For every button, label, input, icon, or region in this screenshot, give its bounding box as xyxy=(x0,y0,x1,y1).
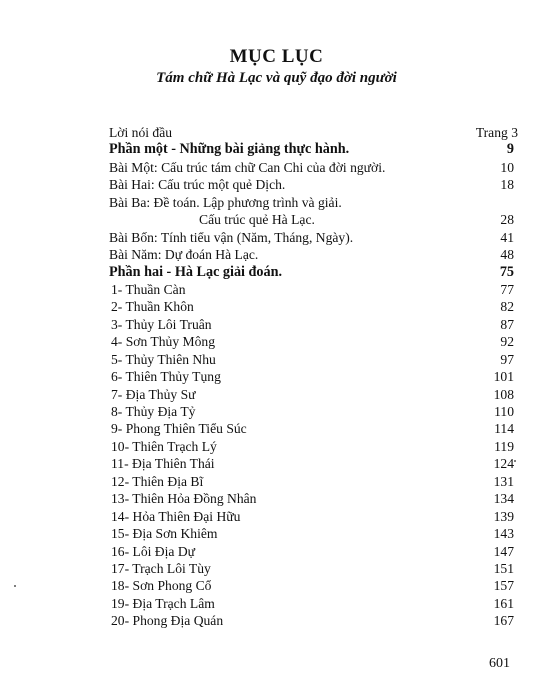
toc-entry-page: 114 xyxy=(494,421,514,437)
toc-entry-title: 18- Sơn Phong Cổ xyxy=(111,578,212,594)
toc-entry-page: 77 xyxy=(500,281,514,297)
toc-entry-page: 147 xyxy=(493,543,514,559)
toc-entry-title: 20- Phong Địa Quán xyxy=(111,613,224,629)
toc-entry-page: 134 xyxy=(493,491,514,507)
toc-entry-page: 124 xyxy=(493,456,514,472)
toc-entry xyxy=(109,386,514,403)
toc-entry-page: 139 xyxy=(493,508,514,524)
toc-entry-title: 13- Thiên Hỏa Đồng Nhân xyxy=(111,491,257,507)
toc-entry-title: 19- Địa Trạch Lâm xyxy=(111,595,215,611)
toc-entry xyxy=(109,612,514,629)
toc-entry xyxy=(109,525,514,542)
toc-entry-title: 2- Thuần Khôn xyxy=(111,299,194,315)
toc-entry xyxy=(109,420,514,437)
toc-entry-title: 9- Phong Thiên Tiểu Súc xyxy=(111,421,247,437)
toc-entry-page: 75 xyxy=(499,263,514,280)
toc-entry-title: Bài Năm: Dự đoán Hà Lạc. xyxy=(109,247,259,263)
toc-entry xyxy=(109,316,514,333)
toc-entry-page: 131 xyxy=(493,473,514,489)
toc-entry-title: 16- Lôi Địa Dự xyxy=(111,543,196,559)
toc-entry-page: 119 xyxy=(494,438,514,454)
toc-entry-title: 10- Thiên Trạch Lý xyxy=(111,438,217,454)
toc-entry xyxy=(109,176,514,193)
page-number: 601 xyxy=(489,656,510,671)
toc-entry-page: 9 xyxy=(506,141,514,158)
toc-entry-page: 10 xyxy=(500,159,514,175)
toc-list xyxy=(109,124,518,630)
toc-entry-title: 7- Địa Thủy Sư xyxy=(111,386,196,402)
toc-entry xyxy=(109,264,514,281)
toc-entry xyxy=(109,403,514,420)
toc-entry-title: Bài Hai: Cấu trúc một quẻ Dịch. xyxy=(109,177,286,193)
toc-entry-title: Lời nói đầu xyxy=(109,125,173,140)
toc-entry-title: 14- Hỏa Thiên Đại Hữu xyxy=(111,508,241,524)
toc-entry-page: 167 xyxy=(493,613,514,629)
toc-entry-title: 17- Trạch Lôi Tùy xyxy=(111,560,211,576)
toc-entry xyxy=(109,508,514,525)
toc-entry-page: 87 xyxy=(500,316,514,332)
toc-entry xyxy=(109,543,514,560)
toc-entry xyxy=(109,229,514,246)
toc-entry-page: 108 xyxy=(493,386,514,402)
toc-entry-title: 6- Thiên Thủy Tụng xyxy=(111,369,221,385)
toc-entry-page: 97 xyxy=(500,351,514,367)
toc-entry-title: Phần hai - Hà Lạc giải đoán. xyxy=(109,263,283,280)
toc-title: MỤC LỤC xyxy=(229,46,324,67)
toc-entry-page: 48 xyxy=(500,247,514,263)
toc-entry xyxy=(109,577,514,594)
toc-entry-title: 15- Địa Sơn Khiêm xyxy=(111,526,218,542)
toc-entry xyxy=(109,351,514,368)
toc-subtitle: Tám chữ Hà Lạc và quỹ đạo đời người xyxy=(156,70,397,86)
toc-entry-page: 18 xyxy=(500,177,514,193)
toc-entry xyxy=(109,159,514,176)
toc-entry xyxy=(109,246,514,263)
toc-entry-title: Bài Một: Cấu trúc tám chữ Can Chi của đời người. xyxy=(109,159,386,175)
toc-entry-page: 92 xyxy=(500,334,514,350)
toc-entry-page: 110 xyxy=(494,404,514,419)
toc-entry-title: 4- Sơn Thủy Mông xyxy=(111,334,215,350)
toc-entry xyxy=(109,595,514,612)
toc-entry-page: 41 xyxy=(500,229,514,245)
toc-entry xyxy=(109,438,514,455)
toc-entry-title: 1- Thuần Càn xyxy=(111,281,186,297)
scan-speck xyxy=(14,585,16,587)
toc-entry xyxy=(109,490,514,507)
toc-entry-title: Bài Bốn: Tính tiểu vận (Năm, Tháng, Ngày). xyxy=(109,229,354,245)
toc-entry-page: 28 xyxy=(500,212,514,228)
toc-entry xyxy=(109,333,514,350)
toc-entry-page: 143 xyxy=(493,526,514,542)
toc-entry-title: 8- Thủy Địa Tỷ xyxy=(111,404,196,419)
toc-entry xyxy=(109,194,514,211)
toc-entry xyxy=(109,281,514,298)
toc-entry-title: 11- Địa Thiên Thái xyxy=(111,456,215,472)
toc-entry-title: 5- Thủy Thiên Nhu xyxy=(111,351,216,367)
toc-entry-page: 161 xyxy=(493,595,514,611)
toc-entry-title: 3- Thủy Lôi Truân xyxy=(111,316,212,332)
toc-entry xyxy=(109,124,518,141)
toc-entry xyxy=(109,298,514,315)
toc-entry-title: 12- Thiên Địa Bĩ xyxy=(111,473,204,489)
scan-speck xyxy=(514,460,516,462)
toc-entry xyxy=(109,368,514,385)
toc-entry xyxy=(109,560,514,577)
toc-entry xyxy=(109,211,514,228)
toc-entry-title: Phần một - Những bài giảng thực hành. xyxy=(109,141,350,158)
toc-entry-page: Trang 3 xyxy=(475,125,518,140)
toc-entry xyxy=(109,455,514,472)
toc-entry-page: 82 xyxy=(500,299,514,315)
toc-entry-title: Cấu trúc quẻ Hà Lạc. xyxy=(199,212,315,228)
toc-entry-page: 101 xyxy=(493,369,514,385)
toc-entry xyxy=(109,473,514,490)
toc-entry-page: 157 xyxy=(493,578,514,594)
toc-entry-title: Bài Ba: Đề toán. Lập phương trình và giải. xyxy=(109,194,342,210)
toc-entry xyxy=(109,141,514,158)
toc-entry-page: 151 xyxy=(493,560,514,576)
